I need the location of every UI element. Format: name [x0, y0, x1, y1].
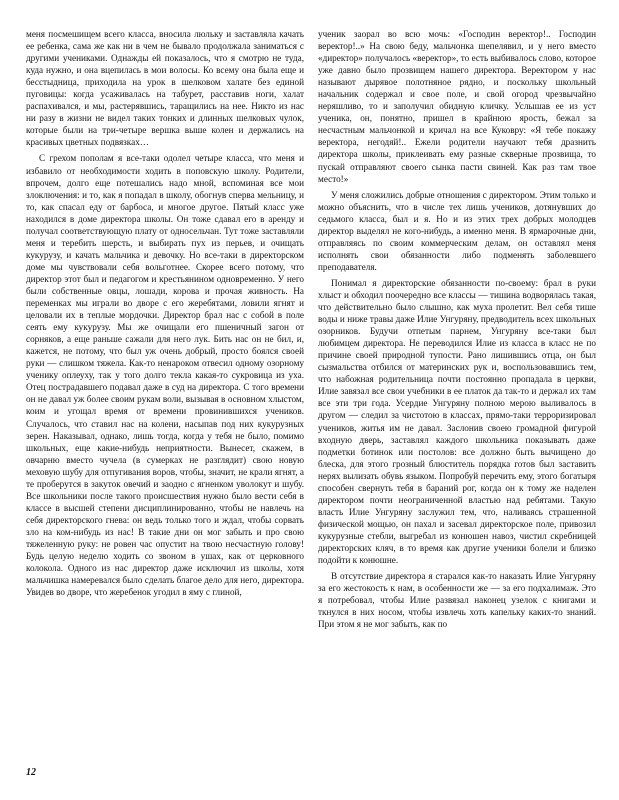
page-number: 12	[26, 767, 36, 778]
text-column-right	[318, 28, 596, 634]
paragraph: С грехом пополам я все-таки одолел четыре класса, что меня и избавило от необходимости ходить в поповскую школу. Родители, впрочем, долго еще потешались надо мной, вспоминая все мои злоключения: и то, как я попадал в школу, обогнув сперва мельницу, и то, как спасал еду от барбоса, и многое другое. Пятый класс уже находился в доме директора школы. Он тоже сдавал его в аренду и получал соответствующую плату от односельчан. Тут тоже заставляли меня и теребить шерсть, и выбирать пух из перьев, и очищать кукурузу, и качать мальчика и девочку. Но все-таки в директорском доме мы чувствовали себя вольготнее. Скорее всего потому, что директор этот был и педагогом и крестьянином одновременно. У него были собственные овцы, лошади, корова и прочая живность. На переменках мы играли во дворе с его жеребятами, ловили ягнят и целовали их в теплые мордочки. Директор брал нас с собой в поле сеять ему кукурузу. Мы же очищали его пшеничный загон от сорняков, а еще раньше сажали для него лук. Бить нас он не бил, и, кажется, не потому, что был уж очень добрый, просто боялся своей руки — слишком тяжела. Как-то ненароком отвесил одному озорному ученику оплеуху, так у того долго текла какая-то сукровица из уха. Отец пострадавшего подавал даже в суд на директора. С того времени он не давал уж более своим рукам воли, вызывая в основном хлыстом, коим и угощал время от времени провинившихся учеников. Случалось, что ставил нас на колени, насыпав под них кукурузных зерен. Наказывал, однако, лишь тогда, когда у тебя не было, помимо школьных, еще какие-нибудь неприятности. Вынесет, скажем, в овчарню вместо чучела (в сумерках не разглядит) свою новую меховую шубу для отпугивания воров, чтобы, значит, не крали ягнят, а те проберутся в закуток овечий и заодно с ягненком уволокут и шубу. Все школьники после такого происшествия нужно было вести себя в классе в высшей степени дисциплинированно, чтобы не навлечь на себя директорского гнева: он ведь только того и ждал, чтобы сорвать зло на ком-нибудь из нас! В такие дни он мог забыть и про свою тяжеленную руку: не ровен час опустит на твою несчастную голову! Будь целую неделю ходить со звоном в ушах, как от церковного колокола. Одного из нас директор даже исключил из школы, хотя мальчишка намеревался было сделать благое дело для него, директора. Увидев во дворе, что жеребенок угодил в яму с глиной,	[26, 153, 305, 598]
paragraph: У меня сложились добрые отношения с директором. Этим только и можно объяснить, что в числе тех лишь учеников, дотянувших до седьмого класса, был и я. Но и из этих трех добрых молодцев директор выделял не кого-нибудь, а именно меня. В ярмарочные дни, отправляясь по своим коммерческим делам, он оставлял меня исполнять свои обязанности либо подменять заболевшего преподавателя.	[318, 189, 596, 272]
paragraph: Понимал я директорские обязанности по-своему: брал в руки хлыст и обходил поочередно все классы — тишина водворялась такая, что действительно было слышно, как муха пролетит. Вел себя тише воды и ниже травы даже Илие Унгуряну, предводитель всех школьных озорников. Будучи отпетым парнем, Унгуряну все-таки был любимцем директора. Не переводился Илие из класса в класс не по причине своей природной тупости. Рано лишившись отца, он был сызмальства отбился от материнских рук и, воспользовавшись тем, что набожная родительница почти постоянно пропадала в церкви, Илие завязал все свои учебники в ее платок да так-то и держал их там все эти три года. Усердие Унгуряну полною мерою выливалось в другом — следил за чистотою в классах, прямо-таки терроризировал учеников, житья им не давал. Заслонив своею громадной фигурой входную дверь, заставлял каждого школьника показывать даже подметки ботинок или постолов: все должно быть вычищено до блеска, для этого грозный блюститель порядка готов был заставить нерях вылизать обувь языком. Попробуй перечить ему, этого богатыря способен свернуть тебя в бараний рог, когда он к тому же наделен директором почти неограниченной властью над ребятами. Такую власть Илие Унгуряну заслужил тем, что, наливаясь страшенной физической мощью, он пахал и засевал директорское поле, привозил кукурузные стебли, выгребал из конюшен навоз, чистил скребницей директорских кляч, в то время как другие ученики болели и близко подойти к конюшне.	[318, 277, 596, 566]
paragraph: В отсутствие директора я старался как-то наказать Илие Унгуряну за его жестокость к нам, в особенности же — за его подхалимаж. Это я потребовал, чтобы Илие развязал наконец узелок с книгами и ткнулся в них носом, чтобы извлечь хоть капельку каких-то знаний. При этом я не мог забыть, как по	[318, 571, 596, 630]
paragraph: ученик заорал во всю мочь: «Господин веректор!.. Господин веректор!..» На свою беду, мальчонка шепелявил, и у него вместо «директор» получалось «веректор», то есть выбивалось слово, которое уже давно было прозвищем нашего директора. Веректором у нас называют дырявое полотняное рядно, и поскольку школьный начальник содержал и свое поле, и свой огород чрезвычайно неряшливо, то и заполучил обидную кличку. Услышав ее из уст ученика, он, понятно, пришел в крайнюю ярость, бежал за несчастным мальчонкой и кричал на все Куковру: «Я тебе покажу веректора, негодяй!.. Ежели родители научают тебя дразнить директора школы, приклеивать ему разные скверные прозвища, то пускай отправляют своего сынка пасти свиней. Как раз там твое место!»	[318, 29, 596, 184]
paragraph: меня посмешищем всего класса, вносила люльку и заставляла качать ее ребенка, сама же как ни в чем не бывало продолжала заниматься с другими учениками. Однажды ей показалось, что я смотрю не туда, куда нужно, и она вцепилась в мои волосы. Ко всему она была еще и бесстыдница, приходила на урок в шелковом халате без единой пуговицы: когда усаживалась на табурет, расставив ноги, халат распахивался, и мы, растерявшись, таращились на нее. Никто из нас ни разу в жизни не видел таких тонких и длинных шелковых чулок, которые были на три-четыре вершка выше колен и держались на красивых цветных подвязках…	[26, 29, 304, 148]
text-column-left	[26, 28, 304, 602]
